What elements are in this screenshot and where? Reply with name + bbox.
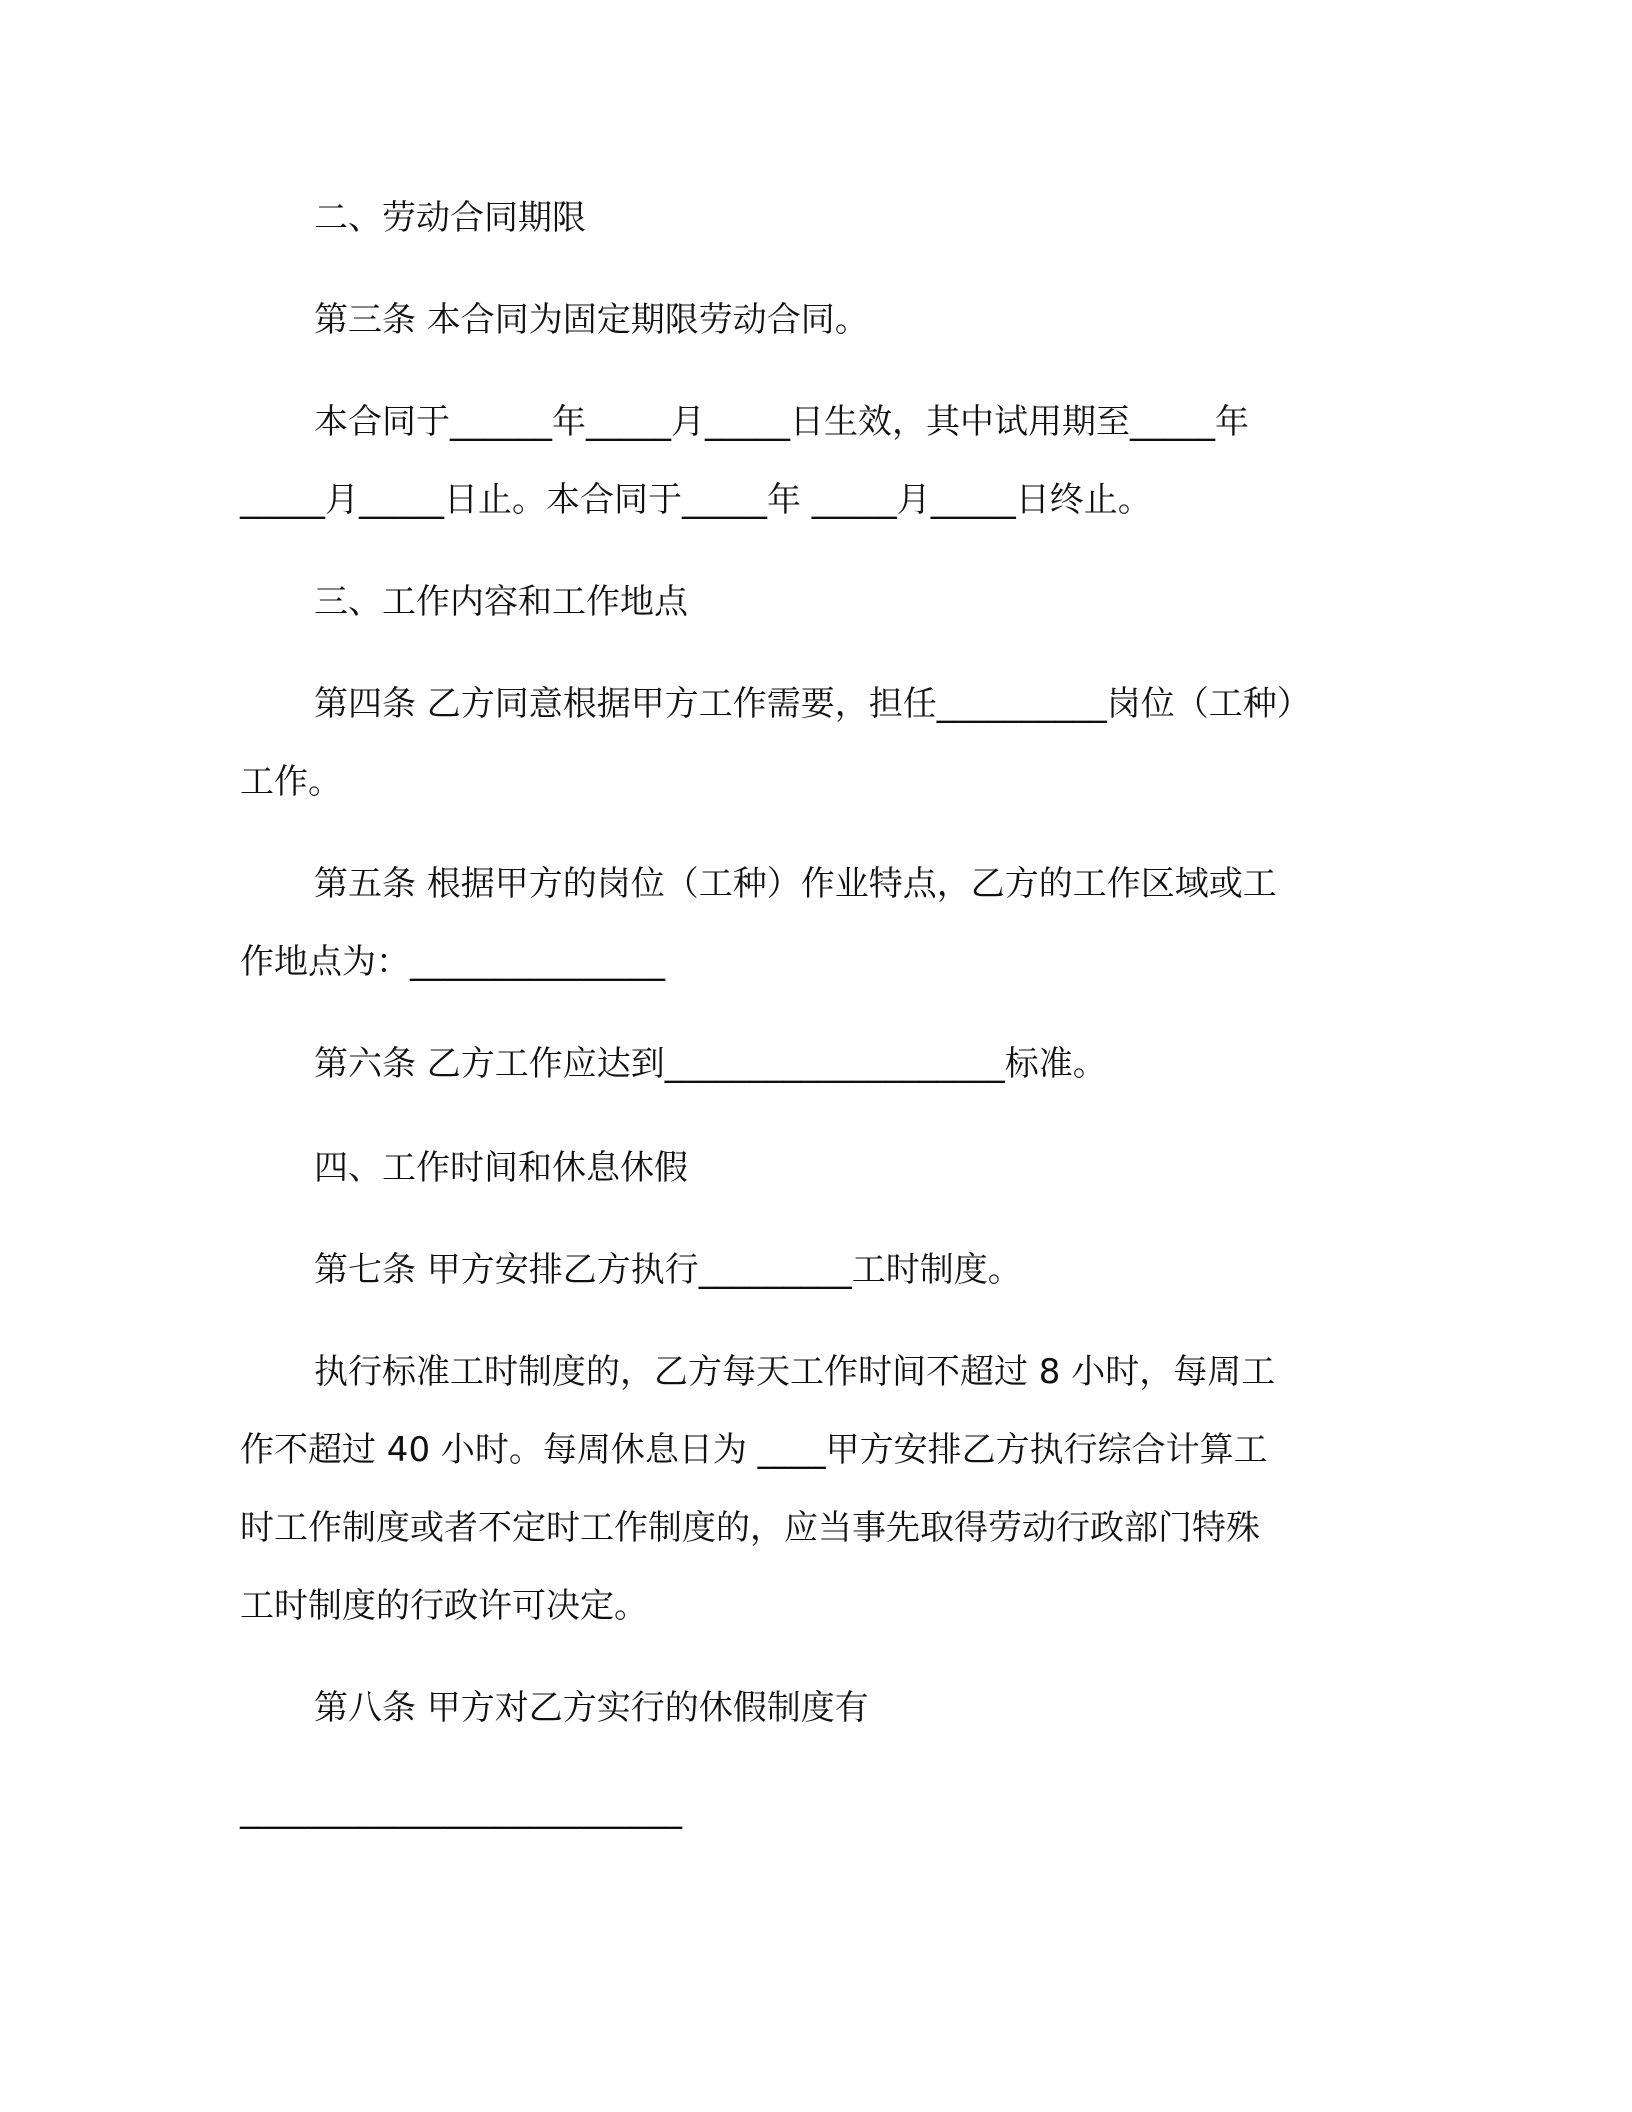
article-8-text: 第八条 甲方对乙方实行的休假制度有 bbox=[314, 1688, 869, 1728]
article-8-blank-line: __________________________ bbox=[240, 1790, 682, 1830]
standard-hours-paragraph-3: 时工作制度或者不定时工作制度的，应当事先取得劳动行政部门特殊 bbox=[240, 1508, 1260, 1548]
article-6-text: 第六条 乙方工作应达到____________________标准。 bbox=[314, 1044, 1107, 1084]
contract-effective-line: 本合同于______年_____月_____日生效，其中试用期至_____年 bbox=[314, 402, 1249, 442]
contract-termination-line: _____月_____日止。本合同于_____年 _____月_____日终止。 bbox=[240, 480, 1152, 520]
section-heading-work-hours: 四、工作时间和休息休假 bbox=[314, 1148, 688, 1188]
standard-hours-paragraph-2: 作不超过 40 小时。每周休息日为 ____甲方安排乙方执行综合计算工 bbox=[240, 1430, 1268, 1470]
standard-hours-paragraph-1: 执行标准工时制度的，乙方每天工作时间不超过 8 小时，每周工 bbox=[314, 1352, 1276, 1392]
article-4-text: 第四条 乙方同意根据甲方工作需要，担任__________岗位（工种） bbox=[314, 684, 1311, 724]
article-7-text: 第七条 甲方安排乙方执行_________工时制度。 bbox=[314, 1250, 1022, 1290]
article-4-continuation: 工作。 bbox=[240, 762, 342, 802]
article-5-text: 第五条 根据甲方的岗位（工种）作业特点，乙方的工作区域或工 bbox=[314, 864, 1277, 904]
standard-hours-paragraph-4: 工时制度的行政许可决定。 bbox=[240, 1586, 648, 1626]
section-heading-work-content: 三、工作内容和工作地点 bbox=[314, 582, 688, 622]
article-3-text: 第三条 本合同为固定期限劳动合同。 bbox=[314, 300, 869, 340]
section-heading-contract-term: 二、劳动合同期限 bbox=[314, 198, 586, 238]
article-5-continuation: 作地点为：_______________ bbox=[240, 942, 665, 982]
